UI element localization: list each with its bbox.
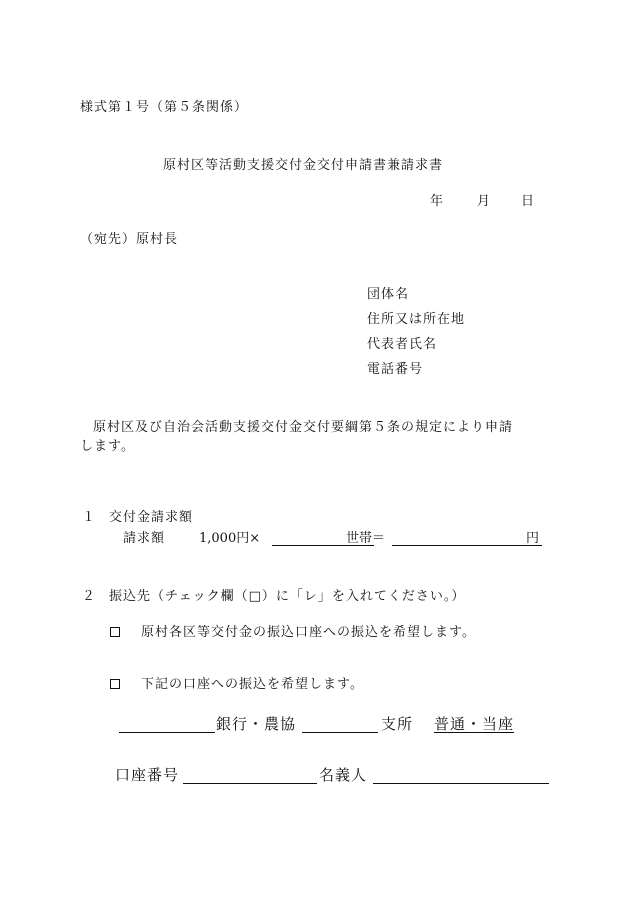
option-1-checkbox[interactable]: [110, 627, 120, 637]
representative-label: 代表者氏名: [367, 337, 438, 352]
option-2-checkbox[interactable]: [110, 679, 120, 689]
group-name-label: 団体名: [367, 287, 410, 302]
claim-amount-label: 請求額: [123, 531, 166, 546]
account-type-label[interactable]: 普通・当座: [434, 715, 515, 733]
section-1-number: １: [82, 510, 96, 525]
option-2-label: 下記の口座への振込を希望します。: [141, 677, 364, 692]
households-label: 世帯＝: [346, 531, 386, 546]
section-2-number: ２: [82, 589, 96, 604]
section-2-heading: 振込先（チェック欄（□）に「レ」を入れてください。）: [109, 589, 466, 604]
branch-label: 支所: [381, 715, 414, 733]
account-number-label: 口座番号: [115, 766, 180, 784]
addressee: （宛先）原村長: [80, 232, 179, 247]
address-label: 住所又は所在地: [367, 312, 466, 327]
document-title: 原村区等活動支援交付金交付申請書兼請求書: [163, 158, 444, 173]
holder-label: 名義人: [319, 766, 368, 784]
bank-label: 銀行・農協: [216, 715, 297, 733]
households-blank[interactable]: [272, 532, 346, 546]
body-line-1: 原村区及び自治会活動支援交付金交付要綱第５条の規定により申請: [93, 420, 514, 435]
holder-name-blank[interactable]: [373, 768, 549, 784]
unit-price: 1,000円×: [199, 531, 261, 546]
yen-label: 円: [526, 531, 540, 546]
total-amount-blank[interactable]: [392, 532, 526, 546]
phone-label: 電話番号: [367, 362, 424, 377]
option-1-label: 原村各区等交付金の振込口座への振込を希望します。: [141, 625, 476, 640]
bank-name-blank[interactable]: [119, 717, 215, 733]
yen-underline: [526, 532, 542, 546]
branch-name-blank[interactable]: [302, 717, 378, 733]
date-day: 日: [521, 194, 535, 209]
section-1-heading: 交付金請求額: [109, 510, 194, 525]
body-line-2: します。: [80, 439, 135, 454]
date-year: 年: [430, 194, 444, 209]
date-month: 月: [477, 194, 491, 209]
account-number-blank[interactable]: [183, 768, 317, 784]
households-underline: [346, 532, 374, 546]
form-number: 様式第１号（第５条関係）: [80, 100, 249, 115]
